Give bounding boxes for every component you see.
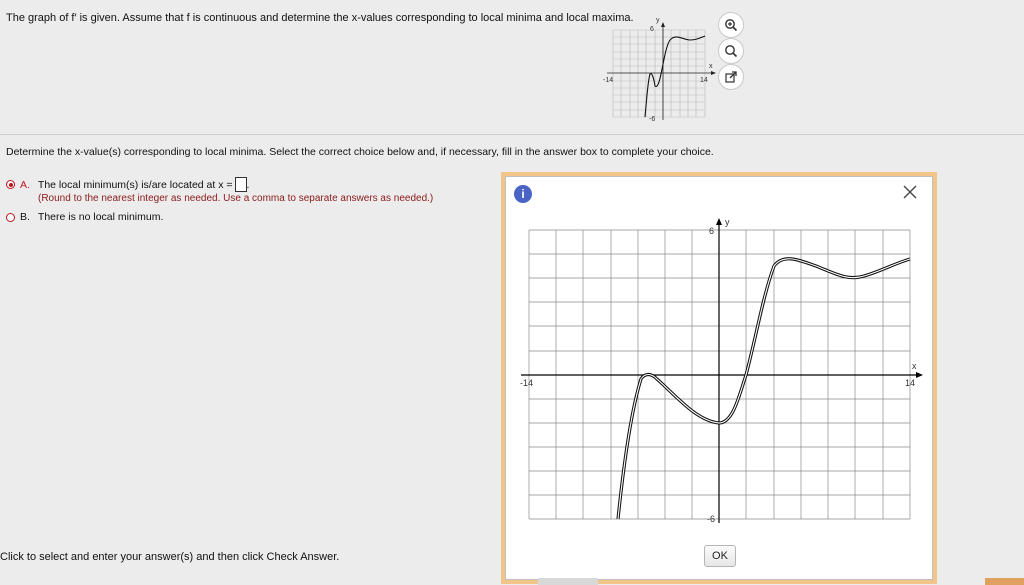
large-y-min-label: -6 <box>707 514 716 524</box>
ok-button[interactable]: OK <box>704 545 736 567</box>
bottom-accent-button[interactable] <box>985 578 1024 585</box>
small-x-min-label: -14 <box>603 77 614 84</box>
small-y-axis-arrow <box>661 22 665 27</box>
zoom-in-button[interactable] <box>718 12 744 38</box>
small-x-label: x <box>709 63 713 70</box>
popout-button[interactable] <box>718 64 744 90</box>
large-x-min-label: -14 <box>520 378 534 388</box>
question-text: The graph of f′ is given. Assume that f is continuous and determine the x-values corresponding to local minima and local maxima. <box>6 12 634 24</box>
graph-dialog <box>505 176 933 580</box>
answer-input[interactable] <box>235 177 247 192</box>
choice-a-radio[interactable] <box>6 180 15 189</box>
small-graph[interactable] <box>600 14 724 122</box>
section-divider <box>0 134 1024 135</box>
info-icon[interactable]: i <box>514 185 532 203</box>
large-y-max-label: 6 <box>709 226 715 236</box>
bottom-tab[interactable] <box>538 578 598 585</box>
small-x-axis-arrow <box>711 71 716 75</box>
prompt-text: Determine the x-value(s) corresponding to local minima. Select the correct choice below and, if necessary, fill in the answer box to complete your choice. <box>6 146 714 158</box>
choice-a[interactable] <box>6 177 249 192</box>
large-graph-curve <box>618 259 910 519</box>
choice-a-suffix: . <box>246 178 250 191</box>
small-graph-grid <box>613 30 705 117</box>
zoom-out-button[interactable] <box>718 38 744 64</box>
choice-a-text: The local minimum(s) is/are located at x = <box>37 178 233 191</box>
choice-a-note: (Round to the nearest integer as needed. Use a comma to separate answers as needed.) <box>38 193 434 204</box>
small-y-label: y <box>656 17 660 24</box>
footer-instruction: Click to select and enter your answer(s) and then click Check Answer. <box>0 551 340 563</box>
large-x-axis-arrow <box>916 372 923 378</box>
choice-b-letter: B. <box>20 211 30 223</box>
zoom-in-icon <box>724 18 738 32</box>
popout-icon <box>724 70 738 84</box>
large-graph <box>506 177 932 537</box>
choice-a-letter: A. <box>20 178 30 191</box>
choice-b[interactable] <box>6 211 163 223</box>
large-x-label: x <box>912 361 917 371</box>
large-y-axis-arrow <box>716 218 722 225</box>
small-x-max-label: 14 <box>700 77 708 84</box>
small-y-max-label: 6 <box>650 26 654 33</box>
small-y-min-label: -6 <box>649 116 656 122</box>
choice-b-text: There is no local minimum. <box>37 211 164 223</box>
large-x-max-label: 14 <box>905 378 916 388</box>
zoom-out-icon <box>724 44 738 58</box>
choice-b-radio[interactable] <box>6 213 15 222</box>
large-y-label: y <box>725 217 730 227</box>
